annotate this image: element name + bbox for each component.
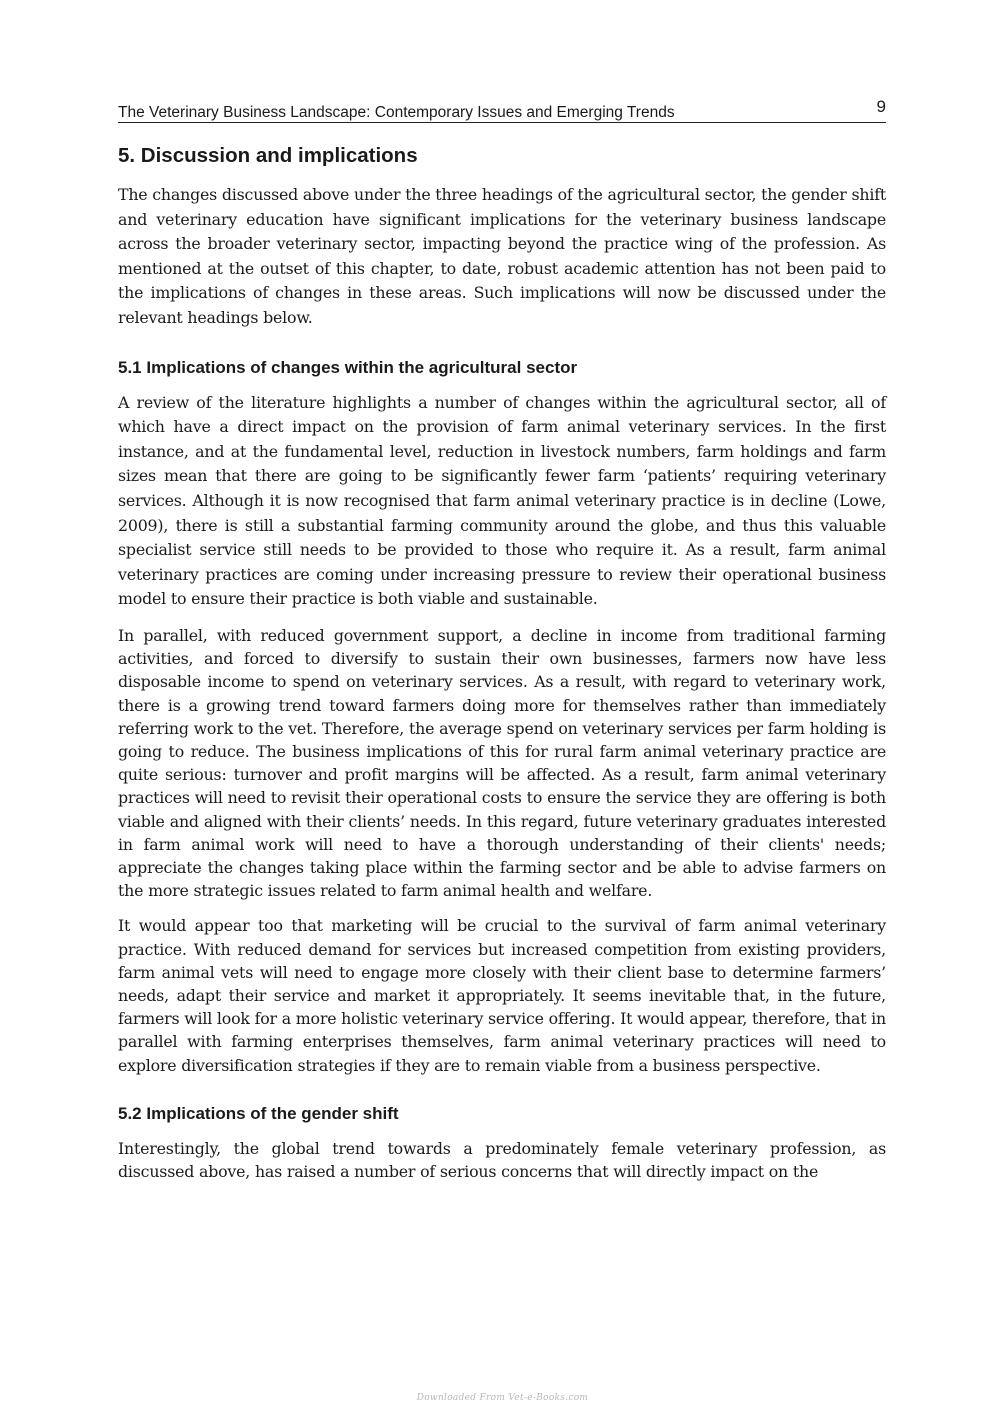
subsection-heading-5-2: 5.2 Implications of the gender shift [118,1103,399,1123]
page-number: 9 [876,97,886,116]
paragraph: In parallel, with reduced government support, a decline in income from traditional farming activities, and forced to diversify to sustain their own businesses, farmers now have less disposable income to spend on veterinary services. As a result, with regard to veterinary work, there is a growing trend toward farmers doing more for themselves rather than immediately referring work to the vet. Therefore, the average spend on veterinary services per farm holding is going to reduce. The business implications of this for rural farm animal veterinary practice are quite serious: turnover and profit margins will be affected. As a result, farm animal veterinary practices will need to revisit their operational costs to ensure the service they are offering is both viable and aligned with their clients’ needs. In this regard, future veterinary graduates interested in farm animal work will need to have a thorough understanding of their clients' needs; appreciate the changes taking place within the farming sector and be able to advise farmers on the more strategic issues related to farm animal health and welfare. [118,625,886,901]
paragraph: Interestingly, the global trend towards a predominately female veterinary profession, as discussed above, has raised a number of serious concerns that will directly impact on the [118,1138,886,1181]
running-header [118,97,886,123]
spacer [118,1089,886,1103]
section-heading: 5. Discussion and implications [118,144,418,167]
section-intro-paragraph: The changes discussed above under the three headings of the agricultural sector, the gender shift and veterinary education have significant implications for the veterinary business landscape across the broader veterinary sector, impacting beyond the practice wing of the profession. As mentioned at the outset of this chapter, to date, robust academic attention has not been paid to the implications of changes in these areas. Such implications will now be discussed under the relevant headings below. [118,185,886,327]
subsection-heading-5-1: 5.1 Implications of changes within the agricultural sector [118,357,578,377]
paragraph: It would appear too that marketing will be crucial to the survival of farm animal veterinary practice. With reduced demand for services but increased competition from existing providers, farm animal vets will need to engage more closely with their client base to determine farmers’ needs, adapt their service and market it appropriately. It seems inevitable that, in the future, farmers will look for a more holistic veterinary service offering. It would appear, therefore, that in parallel with farming enterprises themselves, farm animal veterinary practices will need to explore diversification strategies if they are to remain viable from a business perspective. [118,916,886,1075]
spacer [118,343,886,357]
page-content [118,143,886,1195]
book-title: The Veterinary Business Landscape: Contemporary Issues and Emerging Trends [118,104,675,121]
paragraph: A review of the literature highlights a number of changes within the agricultural sector, all of which have a direct impact on the provision of farm animal veterinary services. In the first instance, and at the fundamental level, reduction in livestock numbers, farm holdings and farm sizes mean that there are going to be significantly fewer farm ‘patients’ requiring veterinary services. Although it is now recognised that farm animal veterinary practice is in decline (Lowe, 2009), there is still a substantial farming community around the globe, and thus this valuable specialist service still needs to be provided to those who require it. As a result, farm animal veterinary practices are coming under increasing pressure to review their operational business model to ensure their practice is both viable and sustainable. [118,392,886,609]
footer-watermark: Downloaded From Vet-e-Books.com [416,1393,589,1403]
